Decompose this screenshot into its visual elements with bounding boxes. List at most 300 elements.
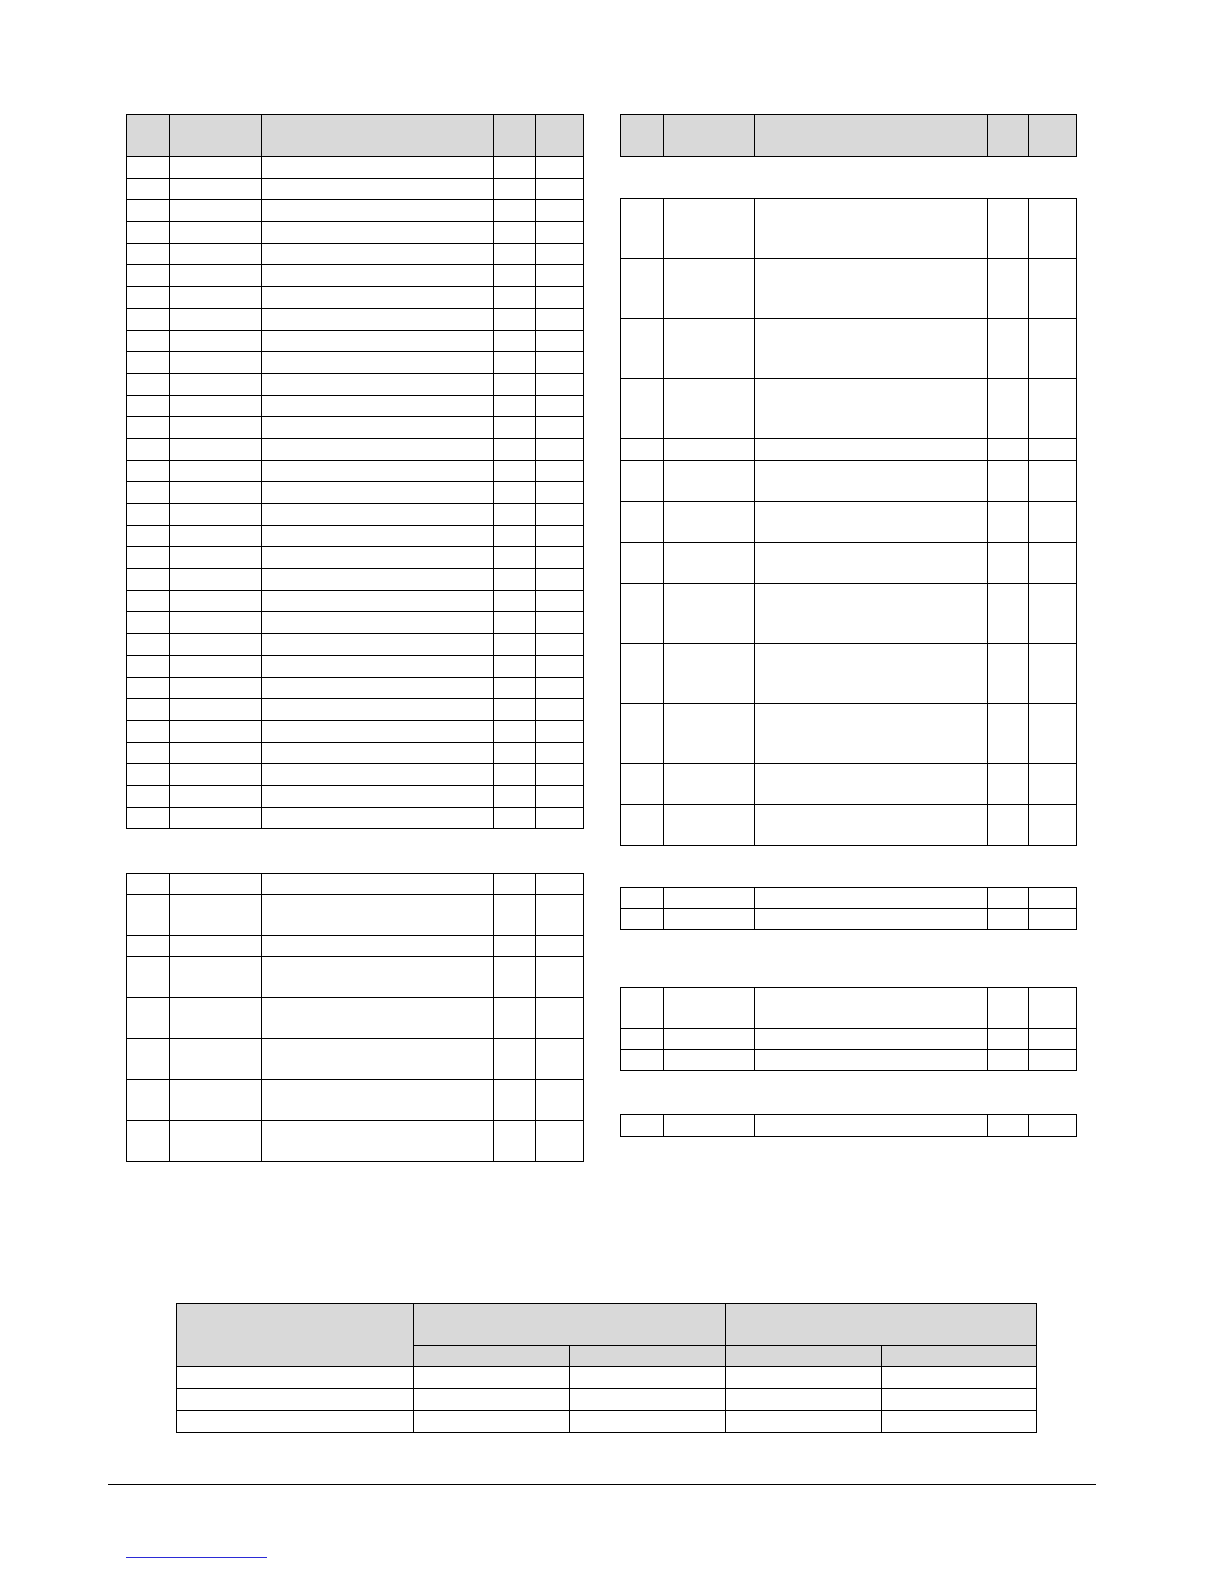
- table-cell: [127, 482, 170, 504]
- table-row: [621, 584, 1077, 644]
- table-cell: [1029, 502, 1077, 543]
- table-row: [621, 764, 1077, 805]
- table-cell: [262, 998, 494, 1039]
- table-cell: [127, 330, 170, 352]
- table-cell: [621, 1050, 664, 1071]
- table-row: [127, 1080, 584, 1121]
- table-header-row: [621, 115, 1077, 157]
- table-cell: [664, 764, 755, 805]
- table-cell: [755, 199, 988, 259]
- table-row: [127, 157, 584, 179]
- table-cell: [262, 547, 494, 569]
- table-cell: [262, 373, 494, 395]
- pin-table-right-header: [620, 114, 1077, 157]
- table-cell: [494, 243, 536, 265]
- table-cell: [536, 874, 584, 895]
- table-cell: [882, 1389, 1037, 1411]
- header-cell: [621, 115, 664, 157]
- table-cell: [170, 699, 262, 721]
- table-row: [621, 644, 1077, 704]
- table-cell: [177, 1411, 414, 1433]
- table-cell: [536, 699, 584, 721]
- table-row: [127, 957, 584, 998]
- table-cell: [262, 265, 494, 287]
- table-cell: [664, 199, 755, 259]
- footer-link-underline[interactable]: [126, 1557, 267, 1558]
- table-cell: [494, 373, 536, 395]
- table-cell: [494, 699, 536, 721]
- table-cell: [494, 504, 536, 526]
- table-cell: [494, 874, 536, 895]
- table-row: [127, 764, 584, 786]
- table-cell: [882, 1411, 1037, 1433]
- table-cell: [988, 1115, 1029, 1137]
- table-cell: [494, 807, 536, 829]
- table-cell: [262, 178, 494, 200]
- table-row: [621, 319, 1077, 379]
- header-cell: [755, 115, 988, 157]
- table-cell: [262, 1121, 494, 1162]
- table-cell: [262, 308, 494, 330]
- table-cell: [621, 461, 664, 502]
- table-cell: [1029, 1115, 1077, 1137]
- table-cell: [536, 352, 584, 374]
- table-cell: [127, 612, 170, 634]
- table-cell: [664, 543, 755, 584]
- table-cell: [127, 287, 170, 309]
- table-cell: [621, 543, 664, 584]
- table-cell: [170, 157, 262, 179]
- table-cell: [127, 308, 170, 330]
- table-row: [127, 417, 584, 439]
- table-row: [127, 265, 584, 287]
- table-row: [127, 612, 584, 634]
- table-cell: [494, 547, 536, 569]
- pin-table-right: [620, 198, 1077, 846]
- table-cell: [988, 805, 1029, 846]
- table-row: [127, 655, 584, 677]
- table-cell: [494, 482, 536, 504]
- table-cell: [988, 502, 1029, 543]
- table-cell: [494, 655, 536, 677]
- table-cell: [494, 677, 536, 699]
- table-cell: [536, 720, 584, 742]
- table-cell: [536, 1039, 584, 1080]
- table-cell: [127, 936, 170, 957]
- table-cell: [170, 525, 262, 547]
- table-cell: [127, 1080, 170, 1121]
- table-cell: [536, 936, 584, 957]
- table-cell: [170, 936, 262, 957]
- table-cell: [262, 157, 494, 179]
- table-cell: [127, 265, 170, 287]
- table-cell: [536, 287, 584, 309]
- table-cell: [988, 439, 1029, 461]
- table-row: [621, 1050, 1077, 1071]
- subheader-cell: [882, 1346, 1037, 1367]
- table-cell: [262, 1080, 494, 1121]
- table-cell: [988, 259, 1029, 319]
- table-cell: [127, 634, 170, 656]
- table-cell: [177, 1367, 414, 1389]
- table-cell: [1029, 379, 1077, 439]
- table-cell: [127, 460, 170, 482]
- table-cell: [170, 308, 262, 330]
- table-row: [127, 590, 584, 612]
- pin-table-right-4: [620, 1114, 1077, 1137]
- table-row: [127, 699, 584, 721]
- header-cell: [170, 115, 262, 157]
- table-cell: [536, 1121, 584, 1162]
- table-row: [127, 998, 584, 1039]
- subheader-cell: [726, 1346, 882, 1367]
- table-cell: [494, 460, 536, 482]
- table-cell: [262, 222, 494, 244]
- table-cell: [177, 1389, 414, 1411]
- table-cell: [127, 200, 170, 222]
- table-row: [127, 308, 584, 330]
- table-cell: [494, 417, 536, 439]
- table-cell: [536, 330, 584, 352]
- table-cell: [494, 352, 536, 374]
- table-cell: [170, 438, 262, 460]
- table-cell: [494, 612, 536, 634]
- table-cell: [664, 1029, 755, 1050]
- table-cell: [494, 634, 536, 656]
- table-cell: [536, 504, 584, 526]
- table-cell: [262, 957, 494, 998]
- table-cell: [988, 461, 1029, 502]
- table-cell: [988, 909, 1029, 930]
- header-cell: [1029, 115, 1077, 157]
- table-cell: [262, 720, 494, 742]
- table-cell: [621, 805, 664, 846]
- table-cell: [170, 330, 262, 352]
- table-cell: [536, 178, 584, 200]
- table-cell: [536, 895, 584, 936]
- table-cell: [755, 988, 988, 1029]
- table-cell: [127, 895, 170, 936]
- table-cell: [755, 502, 988, 543]
- table-cell: [414, 1389, 570, 1411]
- table-cell: [536, 998, 584, 1039]
- table-cell: [262, 417, 494, 439]
- table-cell: [621, 704, 664, 764]
- table-cell: [262, 569, 494, 591]
- table-cell: [262, 525, 494, 547]
- table-cell: [664, 379, 755, 439]
- table-cell: [127, 243, 170, 265]
- table-cell: [170, 677, 262, 699]
- header-cell: [177, 1304, 414, 1367]
- header-cell: [494, 115, 536, 157]
- table-cell: [1029, 439, 1077, 461]
- table-cell: [1029, 805, 1077, 846]
- table-cell: [494, 590, 536, 612]
- table-cell: [664, 439, 755, 461]
- table-cell: [536, 807, 584, 829]
- table-cell: [170, 590, 262, 612]
- table-cell: [988, 584, 1029, 644]
- table-cell: [1029, 584, 1077, 644]
- table-header-row: [177, 1304, 1037, 1346]
- table-cell: [262, 438, 494, 460]
- table-cell: [1029, 988, 1077, 1029]
- table-cell: [755, 1115, 988, 1137]
- table-cell: [536, 308, 584, 330]
- table-cell: [262, 395, 494, 417]
- table-cell: [570, 1367, 726, 1389]
- table-cell: [664, 888, 755, 909]
- pin-table-right-3: [620, 987, 1077, 1071]
- table-cell: [170, 460, 262, 482]
- header-cell: [127, 115, 170, 157]
- table-cell: [726, 1411, 882, 1433]
- group-header-cell: [414, 1304, 726, 1346]
- table-row: [127, 460, 584, 482]
- table-cell: [621, 379, 664, 439]
- table-row: [127, 178, 584, 200]
- table-cell: [262, 807, 494, 829]
- table-cell: [621, 259, 664, 319]
- table-cell: [170, 957, 262, 998]
- table-cell: [494, 895, 536, 936]
- table-row: [127, 395, 584, 417]
- table-cell: [494, 438, 536, 460]
- table-row: [177, 1367, 1037, 1389]
- table-row: [127, 287, 584, 309]
- table-cell: [262, 655, 494, 677]
- table-cell: [988, 704, 1029, 764]
- table-cell: [621, 888, 664, 909]
- table-cell: [1029, 461, 1077, 502]
- table-cell: [621, 319, 664, 379]
- table-cell: [621, 439, 664, 461]
- table-cell: [127, 677, 170, 699]
- table-cell: [755, 461, 988, 502]
- table-row: [127, 525, 584, 547]
- table-cell: [570, 1411, 726, 1433]
- table-cell: [262, 936, 494, 957]
- table-row: [127, 482, 584, 504]
- table-cell: [621, 1115, 664, 1137]
- table-cell: [494, 998, 536, 1039]
- table-cell: [127, 504, 170, 526]
- table-row: [127, 936, 584, 957]
- table-cell: [170, 1080, 262, 1121]
- subheader-cell: [414, 1346, 570, 1367]
- table-cell: [170, 785, 262, 807]
- table-cell: [262, 482, 494, 504]
- table-cell: [1029, 704, 1077, 764]
- table-cell: [170, 222, 262, 244]
- table-row: [127, 785, 584, 807]
- table-cell: [170, 874, 262, 895]
- table-cell: [170, 1039, 262, 1080]
- table-cell: [988, 379, 1029, 439]
- table-cell: [262, 699, 494, 721]
- table-cell: [127, 395, 170, 417]
- table-cell: [536, 222, 584, 244]
- table-row: [621, 909, 1077, 930]
- table-row: [127, 547, 584, 569]
- table-cell: [494, 525, 536, 547]
- table-row: [127, 807, 584, 829]
- table-row: [127, 677, 584, 699]
- table-cell: [570, 1389, 726, 1411]
- table-cell: [988, 644, 1029, 704]
- table-cell: [664, 909, 755, 930]
- table-cell: [988, 764, 1029, 805]
- table-cell: [170, 1121, 262, 1162]
- table-cell: [664, 502, 755, 543]
- table-cell: [755, 764, 988, 805]
- table-row: [621, 439, 1077, 461]
- table-cell: [262, 504, 494, 526]
- table-cell: [988, 1050, 1029, 1071]
- table-cell: [1029, 319, 1077, 379]
- table-cell: [536, 525, 584, 547]
- table-cell: [1029, 259, 1077, 319]
- table-cell: [536, 395, 584, 417]
- table-row: [127, 330, 584, 352]
- table-cell: [755, 543, 988, 584]
- table-cell: [262, 200, 494, 222]
- table-cell: [621, 199, 664, 259]
- subheader-cell: [570, 1346, 726, 1367]
- table-cell: [536, 1080, 584, 1121]
- table-cell: [262, 874, 494, 895]
- table-cell: [664, 319, 755, 379]
- table-cell: [494, 1121, 536, 1162]
- table-cell: [170, 547, 262, 569]
- table-cell: [726, 1367, 882, 1389]
- table-cell: [127, 1039, 170, 1080]
- table-row: [621, 199, 1077, 259]
- table-cell: [170, 634, 262, 656]
- table-cell: [755, 584, 988, 644]
- table-cell: [536, 785, 584, 807]
- table-row: [621, 1115, 1077, 1137]
- table-cell: [127, 417, 170, 439]
- table-cell: [170, 482, 262, 504]
- table-cell: [1029, 1050, 1077, 1071]
- table-cell: [664, 988, 755, 1029]
- table-cell: [494, 742, 536, 764]
- table-cell: [494, 222, 536, 244]
- table-cell: [1029, 764, 1077, 805]
- table-cell: [170, 287, 262, 309]
- table-row: [127, 222, 584, 244]
- table-cell: [621, 988, 664, 1029]
- table-cell: [621, 1029, 664, 1050]
- table-cell: [170, 720, 262, 742]
- table-row: [621, 543, 1077, 584]
- table-cell: [127, 874, 170, 895]
- table-cell: [494, 764, 536, 786]
- table-cell: [127, 699, 170, 721]
- table-row: [621, 461, 1077, 502]
- table-cell: [755, 259, 988, 319]
- table-row: [177, 1411, 1037, 1433]
- table-cell: [988, 543, 1029, 584]
- table-row: [127, 569, 584, 591]
- table-cell: [621, 502, 664, 543]
- table-cell: [494, 200, 536, 222]
- table-cell: [621, 764, 664, 805]
- table-cell: [262, 677, 494, 699]
- table-cell: [170, 395, 262, 417]
- table-cell: [170, 895, 262, 936]
- table-cell: [127, 590, 170, 612]
- table-cell: [755, 704, 988, 764]
- table-cell: [494, 308, 536, 330]
- table-row: [127, 243, 584, 265]
- table-cell: [1029, 199, 1077, 259]
- table-cell: [494, 936, 536, 957]
- table-header-row: [127, 115, 584, 157]
- table-cell: [755, 319, 988, 379]
- table-cell: [755, 1050, 988, 1071]
- table-cell: [621, 644, 664, 704]
- table-cell: [494, 957, 536, 998]
- table-cell: [988, 1029, 1029, 1050]
- table-cell: [755, 1029, 988, 1050]
- table-cell: [127, 373, 170, 395]
- table-cell: [127, 157, 170, 179]
- footer-rule: [108, 1484, 1096, 1485]
- table-cell: [170, 764, 262, 786]
- table-cell: [170, 373, 262, 395]
- table-cell: [494, 178, 536, 200]
- table-row: [177, 1389, 1037, 1411]
- table-row: [621, 888, 1077, 909]
- table-cell: [536, 547, 584, 569]
- table-cell: [536, 482, 584, 504]
- table-cell: [664, 644, 755, 704]
- table-cell: [536, 460, 584, 482]
- table-row: [127, 720, 584, 742]
- table-cell: [536, 612, 584, 634]
- table-cell: [494, 265, 536, 287]
- table-cell: [664, 704, 755, 764]
- table-cell: [664, 1050, 755, 1071]
- table-cell: [170, 742, 262, 764]
- table-row: [127, 634, 584, 656]
- table-cell: [494, 287, 536, 309]
- table-cell: [755, 805, 988, 846]
- table-cell: [664, 805, 755, 846]
- table-cell: [127, 655, 170, 677]
- table-cell: [262, 764, 494, 786]
- table-row: [621, 259, 1077, 319]
- table-cell: [755, 379, 988, 439]
- table-cell: [536, 438, 584, 460]
- table-cell: [882, 1367, 1037, 1389]
- table-cell: [127, 998, 170, 1039]
- table-cell: [262, 330, 494, 352]
- table-row: [127, 504, 584, 526]
- table-cell: [170, 265, 262, 287]
- table-cell: [755, 644, 988, 704]
- table-cell: [262, 590, 494, 612]
- table-cell: [988, 988, 1029, 1029]
- table-cell: [127, 1121, 170, 1162]
- table-cell: [664, 461, 755, 502]
- table-cell: [170, 200, 262, 222]
- table-row: [127, 742, 584, 764]
- table-cell: [127, 178, 170, 200]
